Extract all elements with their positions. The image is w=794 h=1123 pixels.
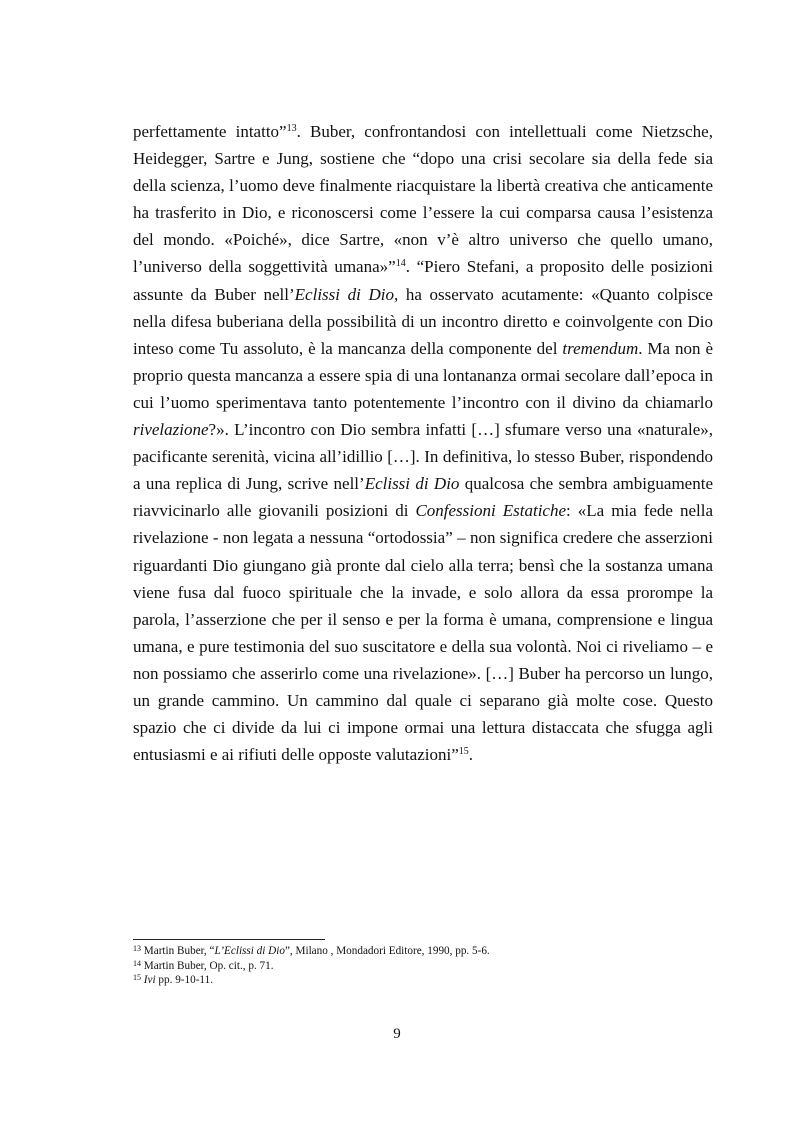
footnote-text-run: ”, Milano , Mondadori Editore, 1990, pp. 5-6. (284, 945, 490, 957)
footnote-item (133, 944, 713, 959)
page-number: 9 (393, 1026, 401, 1042)
body-footnote-ref: 13 (286, 123, 297, 134)
body-footnote-ref: 15 (458, 746, 469, 758)
body-text-run: . (468, 745, 473, 765)
footnotes (133, 944, 713, 988)
footnote-footnote-ref: 13 (133, 944, 141, 953)
body-text-run: ?». L’incontro con Dio sembra infatti […] sfumare verso una «naturale», pacificante serenità, vicina all’idillio […]. In definitiva, lo stesso Buber, rispondendo a una replica di Jung, scrive nell’ (133, 420, 713, 494)
body-italic-text: tremendum (562, 338, 639, 358)
body-paragraph (133, 118, 713, 768)
body-italic-text: rivelazione (133, 420, 209, 440)
footnote-italic-text: L’Eclissi di Dio (214, 945, 285, 957)
body-italic-text: Eclissi di Dio (294, 284, 394, 304)
body-text-run: . Buber, confrontandosi con intellettuali come Nietzsche, Heidegger, Sartre e Jung, sostiene che “dopo una crisi secolare sia della fede sia della scienza, l’uomo deve finalmente riacquistare la libertà creativa che anticamente ha trasferito in Dio, e riconoscersi come l’essere la cui comparsa causa l’esistenza del mondo. «Poiché», dice Sartre, «non v’è altro universo che quello umano, l’universo della soggettività umana»” (133, 122, 713, 277)
body-footnote-ref: 14 (395, 258, 406, 270)
body-text-run: : «La mia fede nella rivelazione - non legata a nessuna “ortodossia” – non significa credere che asserzioni riguardanti Dio giungano già pronte dal cielo alla terra; bensì che la sostanza umana viene fusa dal fuoco spirituale che la invade, e solo allora da essa prorompe la parola, l’asserzione che per il senso e per la forma è umana, comprensione e lingua umana, e pure testimonia del suo suscitatore e della sua volontà. Noi ci riveliamo – e non possiamo che asserirlo come una rivelazione». […] Buber ha percorso un lungo, un grande cammino. Un cammino dal quale ci separano già molte cose. Questo spazio che ci divide da lui ci impone ormai una lettura distaccata che sfugga agli entusiasmi e ai rifiuti delle opposte valutazioni” (133, 501, 713, 765)
footnote-footnote-ref: 14 (133, 958, 141, 968)
body-text-run: . “Piero Stefani, a proposito delle posizioni assunte da Buber nell’ (133, 257, 714, 304)
footnote-text-run: Martin Buber, Op. cit., p. 71. (141, 959, 274, 972)
footnote-item (133, 973, 713, 988)
body-text-run: perfettamente intatto” (133, 122, 287, 141)
body-italic-text: Eclissi di Dio (364, 474, 460, 494)
footnote-text-run: Martin Buber, “ (141, 945, 215, 957)
body-text-run: . Ma non è proprio questa mancanza a essere spia di una lontananza ormai secolare dall’epoca in cui l’uomo sperimentava tanto potentemente l’incontro con il divino da chiamarlo (133, 338, 713, 412)
footnote-text-run: pp. 9-10-11. (155, 974, 213, 986)
body-italic-text: Confessioni Estatiche (415, 501, 567, 521)
footnote-item (133, 959, 713, 974)
footnote-italic-text: Ivi (143, 974, 156, 986)
footnote-footnote-ref: 15 (133, 973, 141, 982)
body-text-run: qualcosa che sembra ambiguamente riavvicinarlo alle giovanili posizioni di (133, 474, 713, 521)
body-text-run: , ha osservato acutamente: «Quanto colpisce nella difesa buberiana della possibilità di un incontro diretto e coinvolgente con Dio inteso come Tu assoluto, è la mancanza della componente del (133, 284, 713, 358)
footnote-separator (133, 939, 325, 940)
